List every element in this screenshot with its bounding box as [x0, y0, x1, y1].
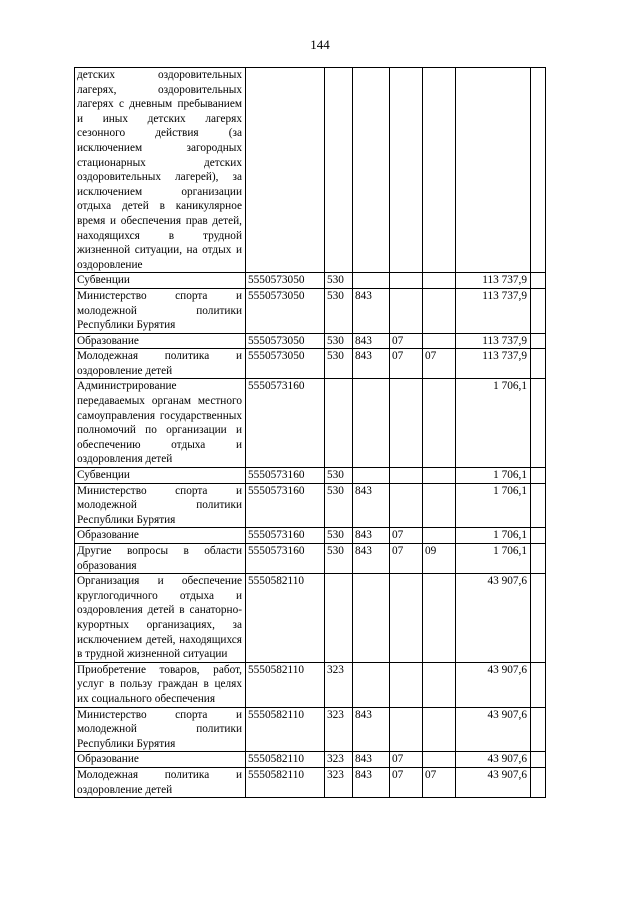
amount-cell: 1 706,1: [456, 544, 531, 574]
expense-type-cell: [325, 68, 353, 273]
subsection-cell: [423, 707, 456, 752]
table-row: [75, 288, 546, 333]
row-name-cell: Приобретение товаров, работ, услуг в пользу граждан в целях их социального обеспечения: [75, 662, 246, 707]
subsection-cell: [423, 528, 456, 544]
table-row: [75, 273, 546, 289]
row-name-cell: Образование: [75, 333, 246, 349]
amount-cell: 43 907,6: [456, 707, 531, 752]
section-cell: 07: [390, 544, 423, 574]
table-row: [75, 544, 546, 574]
ministry-code-cell: [353, 68, 390, 273]
row-name-cell: Молодежная политика и оздоровление детей: [75, 349, 246, 379]
section-cell: [390, 468, 423, 484]
ministry-code-cell: 843: [353, 288, 390, 333]
subsection-cell: [423, 333, 456, 349]
amount-cell: 113 737,9: [456, 349, 531, 379]
target-code-cell: 5550573160: [246, 379, 325, 468]
ministry-code-cell: [353, 574, 390, 663]
extra-column-cell: [531, 288, 546, 333]
amount-cell: 43 907,6: [456, 662, 531, 707]
amount-cell: 1 706,1: [456, 483, 531, 528]
expense-type-cell: 323: [325, 707, 353, 752]
extra-column-cell: [531, 767, 546, 797]
section-cell: [390, 288, 423, 333]
expense-type-cell: 530: [325, 468, 353, 484]
row-name-cell: Образование: [75, 528, 246, 544]
ministry-code-cell: [353, 662, 390, 707]
amount-cell: 43 907,6: [456, 767, 531, 797]
row-name-cell: Министерство спорта и молодежной политики Республики Бурятия: [75, 288, 246, 333]
section-cell: [390, 68, 423, 273]
subsection-cell: 09: [423, 544, 456, 574]
amount-cell: 1 706,1: [456, 528, 531, 544]
expense-type-cell: 323: [325, 752, 353, 768]
extra-column-cell: [531, 483, 546, 528]
section-cell: [390, 662, 423, 707]
subsection-cell: [423, 752, 456, 768]
section-cell: 07: [390, 528, 423, 544]
page-number: 144: [310, 37, 330, 52]
target-code-cell: 5550582110: [246, 752, 325, 768]
subsection-cell: 07: [423, 767, 456, 797]
section-cell: 07: [390, 752, 423, 768]
amount-cell: 113 737,9: [456, 288, 531, 333]
row-name-cell: Министерство спорта и молодежной политики Республики Бурятия: [75, 483, 246, 528]
amount-cell: 43 907,6: [456, 752, 531, 768]
table-row: [75, 379, 546, 468]
target-code-cell: 5550573160: [246, 544, 325, 574]
expense-type-cell: 530: [325, 273, 353, 289]
section-cell: [390, 483, 423, 528]
ministry-code-cell: 843: [353, 349, 390, 379]
table-row: [75, 752, 546, 768]
extra-column-cell: [531, 544, 546, 574]
expense-type-cell: 530: [325, 349, 353, 379]
target-code-cell: 5550582110: [246, 574, 325, 663]
section-cell: 07: [390, 349, 423, 379]
ministry-code-cell: 843: [353, 767, 390, 797]
extra-column-cell: [531, 528, 546, 544]
row-name-cell: Другие вопросы в области образования: [75, 544, 246, 574]
target-code-cell: 5550573050: [246, 288, 325, 333]
expense-type-cell: [325, 379, 353, 468]
target-code-cell: 5550573050: [246, 273, 325, 289]
target-code-cell: 5550573050: [246, 349, 325, 379]
extra-column-cell: [531, 333, 546, 349]
target-code-cell: 5550582110: [246, 767, 325, 797]
target-code-cell: 5550582110: [246, 707, 325, 752]
section-cell: [390, 379, 423, 468]
table-row: [75, 574, 546, 663]
extra-column-cell: [531, 379, 546, 468]
row-name-cell: детских оздоровительных лагерях, оздоровительных лагерях с дневным пребыванием и иных детских лагерях сезонного действия (за исключением загородных стационарных детских оздоровительных лагерей), за исключением организации отдыха детей в каникулярное время и обеспечения прав детей, находящихся в трудной жизненной ситуации, на отдых и оздоровление: [75, 68, 246, 273]
extra-column-cell: [531, 349, 546, 379]
subsection-cell: [423, 273, 456, 289]
expense-type-cell: 530: [325, 528, 353, 544]
subsection-cell: [423, 68, 456, 273]
extra-column-cell: [531, 752, 546, 768]
expense-type-cell: 530: [325, 544, 353, 574]
table-row: [75, 468, 546, 484]
subsection-cell: 07: [423, 349, 456, 379]
ministry-code-cell: 843: [353, 483, 390, 528]
table-row: [75, 349, 546, 379]
expense-type-cell: 323: [325, 767, 353, 797]
amount-cell: [456, 68, 531, 273]
section-cell: [390, 574, 423, 663]
target-code-cell: 5550582110: [246, 662, 325, 707]
subsection-cell: [423, 662, 456, 707]
expense-type-cell: 323: [325, 662, 353, 707]
table-row: [75, 662, 546, 707]
table-row: [75, 707, 546, 752]
extra-column-cell: [531, 574, 546, 663]
ministry-code-cell: 843: [353, 752, 390, 768]
ministry-code-cell: 843: [353, 544, 390, 574]
target-code-cell: [246, 68, 325, 273]
target-code-cell: 5550573160: [246, 528, 325, 544]
ministry-code-cell: 843: [353, 333, 390, 349]
row-name-cell: Организация и обеспечение круглогодичного отдыха и оздоровления детей в санаторно-курортных организациях, за исключением детей, находящихся в трудной жизненной ситуации: [75, 574, 246, 663]
row-name-cell: Молодежная политика и оздоровление детей: [75, 767, 246, 797]
extra-column-cell: [531, 273, 546, 289]
section-cell: 07: [390, 333, 423, 349]
row-name-cell: Администрирование передаваемых органам местного самоуправления государственных полномочий по организации и обеспечению отдыха и оздоровления детей: [75, 379, 246, 468]
table-row: [75, 528, 546, 544]
subsection-cell: [423, 483, 456, 528]
table-row: [75, 68, 546, 273]
amount-cell: 113 737,9: [456, 333, 531, 349]
subsection-cell: [423, 288, 456, 333]
extra-column-cell: [531, 68, 546, 273]
section-cell: [390, 273, 423, 289]
expense-type-cell: 530: [325, 288, 353, 333]
ministry-code-cell: 843: [353, 528, 390, 544]
extra-column-cell: [531, 662, 546, 707]
ministry-code-cell: [353, 379, 390, 468]
target-code-cell: 5550573050: [246, 333, 325, 349]
row-name-cell: Субвенции: [75, 273, 246, 289]
extra-column-cell: [531, 707, 546, 752]
target-code-cell: 5550573160: [246, 468, 325, 484]
expense-type-cell: 530: [325, 333, 353, 349]
amount-cell: 1 706,1: [456, 379, 531, 468]
expense-type-cell: [325, 574, 353, 663]
row-name-cell: Министерство спорта и молодежной политики Республики Бурятия: [75, 707, 246, 752]
subsection-cell: [423, 574, 456, 663]
section-cell: [390, 707, 423, 752]
budget-table-body: [75, 68, 546, 798]
budget-table: [74, 67, 546, 798]
expense-type-cell: 530: [325, 483, 353, 528]
amount-cell: 113 737,9: [456, 273, 531, 289]
extra-column-cell: [531, 468, 546, 484]
section-cell: 07: [390, 767, 423, 797]
amount-cell: 1 706,1: [456, 468, 531, 484]
table-row: [75, 333, 546, 349]
ministry-code-cell: 843: [353, 707, 390, 752]
amount-cell: 43 907,6: [456, 574, 531, 663]
subsection-cell: [423, 379, 456, 468]
ministry-code-cell: [353, 273, 390, 289]
row-name-cell: Образование: [75, 752, 246, 768]
table-row: [75, 483, 546, 528]
subsection-cell: [423, 468, 456, 484]
table-row: [75, 767, 546, 797]
row-name-cell: Субвенции: [75, 468, 246, 484]
target-code-cell: 5550573160: [246, 483, 325, 528]
ministry-code-cell: [353, 468, 390, 484]
